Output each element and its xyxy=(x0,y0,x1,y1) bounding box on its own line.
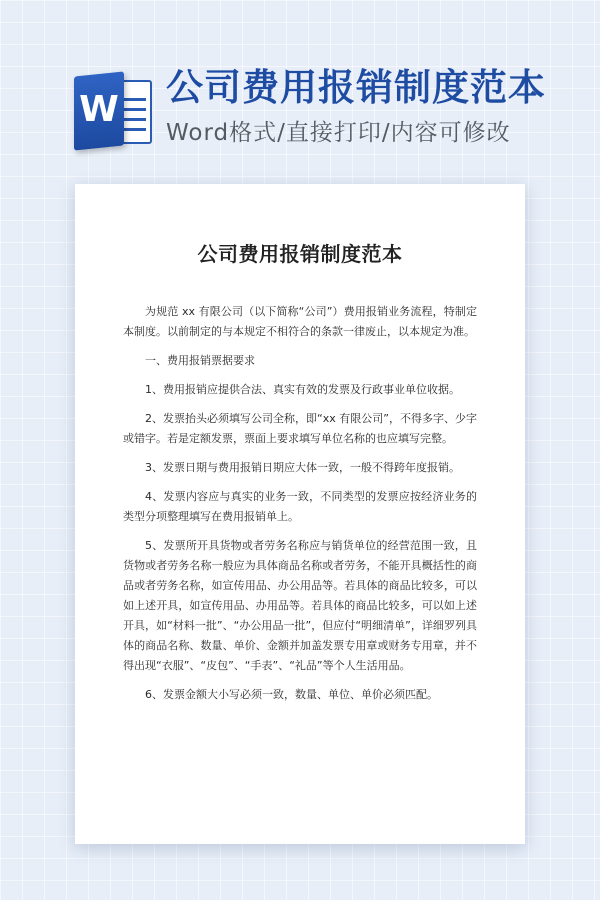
document-page xyxy=(75,184,525,844)
section-heading: 一、费用报销票据要求 xyxy=(145,354,255,367)
rule-paragraph-1: 1、费用报销应提供合法、真实有效的发票及行政事业单位收据。 xyxy=(145,383,460,396)
document-body xyxy=(123,302,477,705)
rule-paragraph-4: 4、发票内容应与真实的业务一致，不同类型的发票应按经济业务的类型分项整理填写在费用报销单上。 xyxy=(123,490,477,523)
banner-subtitle: Word格式/直接打印/内容可修改 xyxy=(166,120,511,146)
intro-paragraph: 为规范 xx 有限公司（以下简称“公司”）费用报销业务流程，特制定本制度。以前制定的与本规定不相符合的条款一律废止，以本规定为准。 xyxy=(123,305,477,338)
rule-paragraph-6: 6、发票金额大小写必须一致，数量、单位、单价必须匹配。 xyxy=(145,688,438,701)
rule-paragraph-5: 5、发票所开具货物或者劳务名称应与销货单位的经营范围一致，且货物或者劳务名称一般应为具体商品名称或者劳务，不能开具概括性的商品或者劳务名称，如宣传用品、办公用品等。若具体的商品比较多，可以如上述开具，如宣传用品、办用品等。若具体的商品比较多，可以如上述开具，如“材料一批”、“办公用品一批”，但应付“明细清单”，详细罗列具体的商品名称、数量、单价、金额并加盖发票专用章或财务专用章，并不得出现“衣服”、“皮包”、“手表”、“礼品”等个人生活用品。 xyxy=(123,539,477,672)
header-banner xyxy=(0,0,600,170)
word-document-icon xyxy=(70,68,154,156)
rule-paragraph-3: 3、发票日期与费用报销日期应大体一致，一般不得跨年度报销。 xyxy=(145,461,460,474)
document-title: 公司费用报销制度范本 xyxy=(197,242,403,266)
banner-title: 公司费用报销制度范本 xyxy=(166,66,546,109)
word-logo-letter: W xyxy=(79,89,119,130)
rule-paragraph-2: 2、发票抬头必须填写公司全称，即“xx 有限公司”，不得多字、少字或错字。若是定额发票，票面上要求填写单位名称的也应填写完整。 xyxy=(123,412,477,445)
